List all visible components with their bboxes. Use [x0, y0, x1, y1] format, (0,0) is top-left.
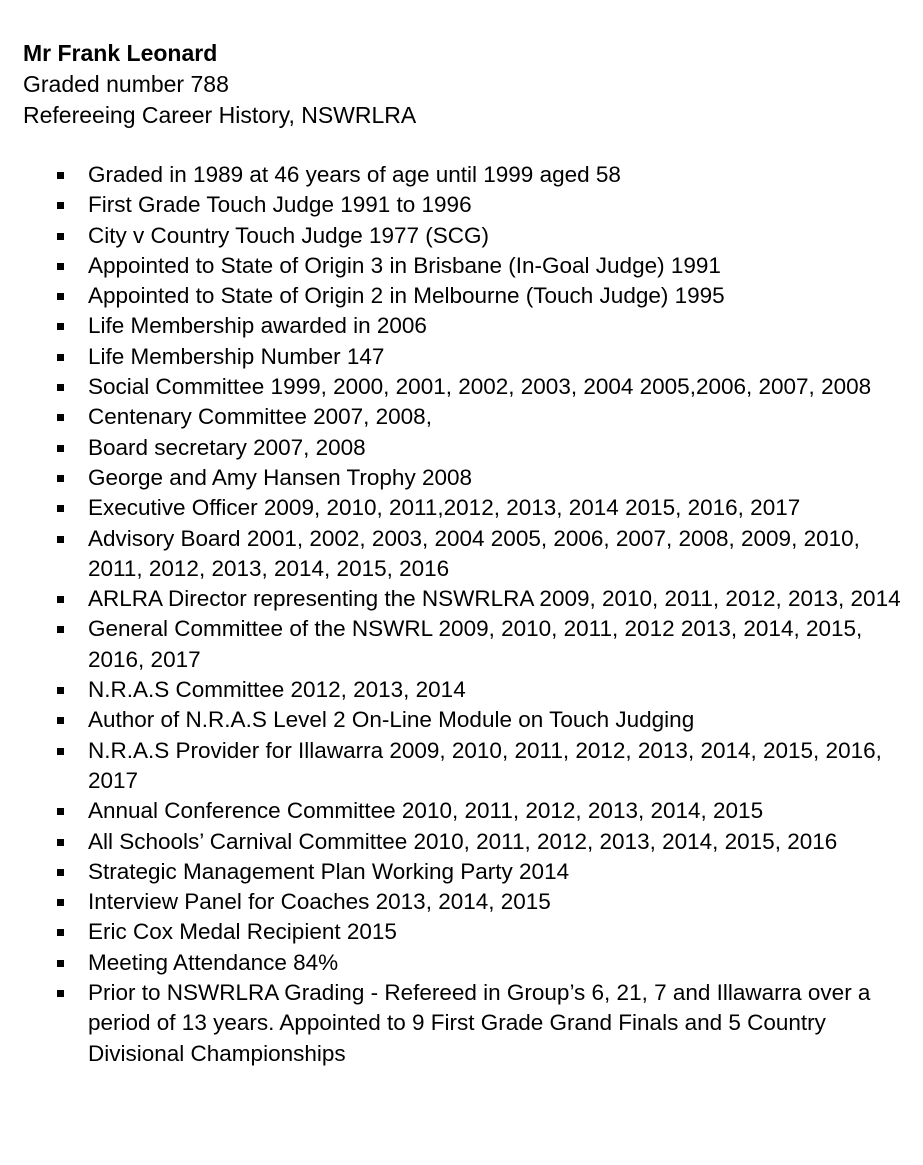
list-item: Annual Conference Committee 2010, 2011, 2012, 2013, 2014, 2015 [23, 796, 903, 826]
list-item: ARLRA Director representing the NSWRLRA 2009, 2010, 2011, 2012, 2013, 2014 [23, 584, 903, 614]
list-item: Centenary Committee 2007, 2008, [23, 402, 903, 432]
list-item: Author of N.R.A.S Level 2 On-Line Module on Touch Judging [23, 705, 903, 735]
list-item: All Schools’ Carnival Committee 2010, 2011, 2012, 2013, 2014, 2015, 2016 [23, 827, 903, 857]
list-item: Prior to NSWRLRA Grading - Refereed in Group’s 6, 21, 7 and Illawarra over a period of 13 years. Appointed to 9 First Grade Grand Finals and 5 Country Divisional Championships [23, 978, 903, 1069]
list-item: Strategic Management Plan Working Party 2014 [23, 857, 903, 887]
list-item: General Committee of the NSWRL 2009, 2010, 2011, 2012 2013, 2014, 2015, 2016, 2017 [23, 614, 903, 675]
list-item: Interview Panel for Coaches 2013, 2014, 2015 [23, 887, 903, 917]
list-item: Appointed to State of Origin 3 in Brisbane (In-Goal Judge) 1991 [23, 251, 903, 281]
list-item: City v Country Touch Judge 1977 (SCG) [23, 221, 903, 251]
list-item: First Grade Touch Judge 1991 to 1996 [23, 190, 903, 220]
list-item: Graded in 1989 at 46 years of age until 1999 aged 58 [23, 160, 903, 190]
person-name: Mr Frank Leonard [23, 40, 218, 66]
list-item: Executive Officer 2009, 2010, 2011,2012, 2013, 2014 2015, 2016, 2017 [23, 493, 903, 523]
list-item: George and Amy Hansen Trophy 2008 [23, 463, 903, 493]
list-item: Advisory Board 2001, 2002, 2003, 2004 2005, 2006, 2007, 2008, 2009, 2010, 2011, 2012, 2013, 2014, 2015, 2016 [23, 524, 903, 585]
document-header [23, 38, 903, 131]
list-item: N.R.A.S Provider for Illawarra 2009, 2010, 2011, 2012, 2013, 2014, 2015, 2016, 2017 [23, 736, 903, 797]
list-item: Appointed to State of Origin 2 in Melbourne (Touch Judge) 1995 [23, 281, 903, 311]
list-item: Eric Cox Medal Recipient 2015 [23, 917, 903, 947]
list-item: Life Membership Number 147 [23, 342, 903, 372]
grade-number: Graded number 788 [23, 71, 229, 97]
list-item: N.R.A.S Committee 2012, 2013, 2014 [23, 675, 903, 705]
list-item: Meeting Attendance 84% [23, 948, 903, 978]
list-item: Social Committee 1999, 2000, 2001, 2002, 2003, 2004 2005,2006, 2007, 2008 [23, 372, 903, 402]
document-subtitle: Refereeing Career History, NSWRLRA [23, 102, 417, 128]
list-item: Board secretary 2007, 2008 [23, 433, 903, 463]
career-history-list [23, 160, 903, 1069]
list-item: Life Membership awarded in 2006 [23, 311, 903, 341]
